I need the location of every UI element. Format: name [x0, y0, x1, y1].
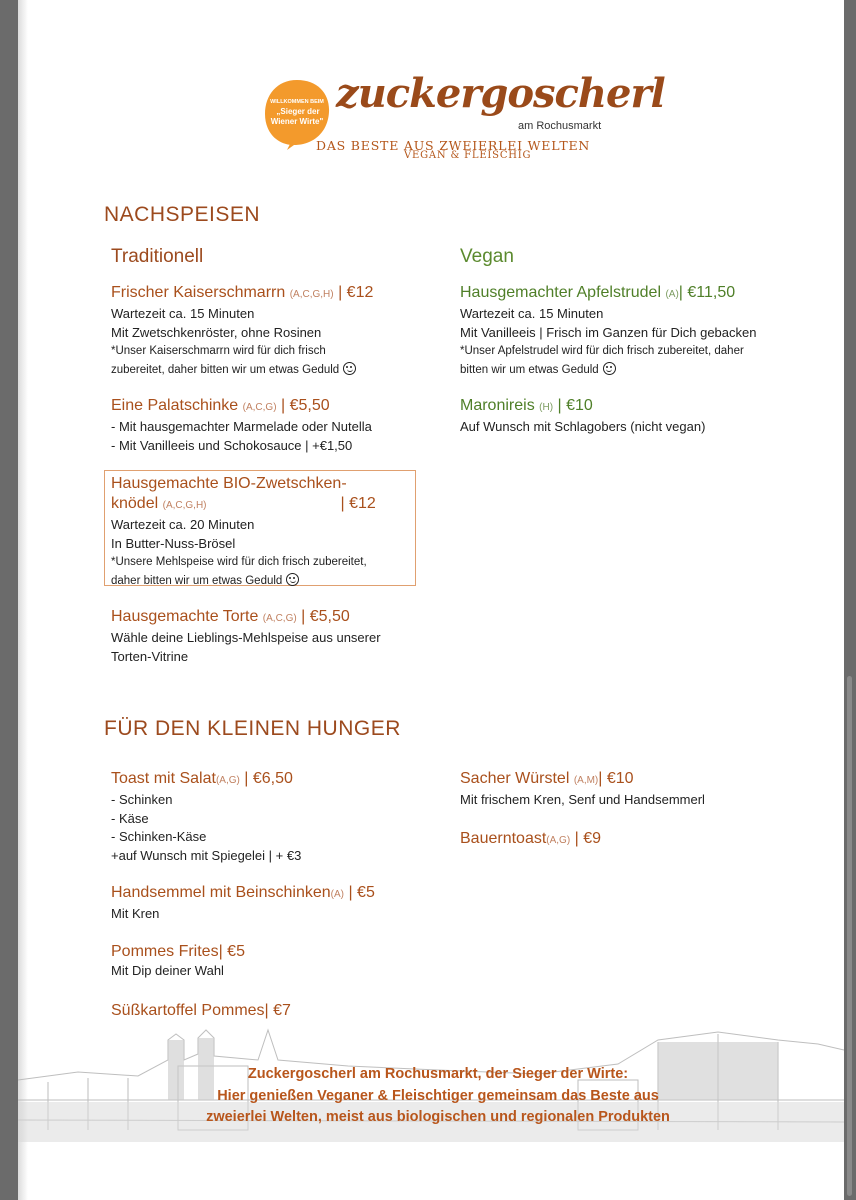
section-title-snacks: FÜR DEN KLEINEN HUNGER	[104, 717, 401, 740]
menu-item-detail: Wartezeit ca. 15 Minuten	[111, 306, 255, 321]
menu-item-note-row	[111, 572, 415, 591]
logo-wordmark: zuckergoscherl	[336, 70, 665, 117]
menu-item-detail: - Mit Vanilleeis und Schokosauce | +€1,50	[111, 437, 353, 453]
menu-item-note: *Unser Apfelstrudel wird für dich frisch zubereitet, daher	[460, 345, 744, 357]
menu-item-name-row	[111, 494, 415, 516]
menu-item-detail: - Käse	[111, 810, 149, 826]
allergen-codes: (A,M)	[573, 775, 599, 786]
menu-item-price: | €7	[264, 1002, 291, 1019]
badge-line-2: „Sieger der	[276, 107, 320, 116]
allergen-codes: (H)	[539, 402, 554, 413]
menu-item-sacher-wuerstel	[460, 769, 705, 810]
menu-item-detail: - Schinken	[111, 792, 173, 807]
menu-item-detail: Wartezeit ca. 20 Minuten	[111, 517, 255, 532]
menu-item-price: | €12	[338, 284, 374, 301]
menu-item-detail: Mit Zwetschkenröster, ohne Rosinen	[111, 324, 322, 340]
footer-line-1: Zuckergoscherl am Rochusmarkt, der Sieger der Wirte:	[247, 1066, 629, 1082]
menu-item-name-row	[111, 396, 372, 418]
menu-item-name-continued: knödel	[111, 495, 159, 512]
menu-item-name-row	[460, 396, 705, 418]
badge-line-3: Wiener Wirte"	[270, 117, 324, 126]
menu-item-name: Hausgemachte Torte	[111, 608, 259, 625]
allergen-codes: (A)	[665, 289, 679, 300]
menu-item-detail: Wähle deine Lieblings-Mehlspeise aus unserer	[111, 630, 381, 645]
menu-item-detail: Mit Dip deiner Wahl	[111, 963, 224, 978]
menu-item-detail: Mit frischem Kren, Senf und Handsemmerl	[460, 792, 705, 807]
menu-item-detail: In Butter-Nuss-Brösel	[111, 535, 236, 551]
menu-item-suesskartoffel-pommes	[111, 1001, 291, 1021]
menu-item-price: | €10	[557, 397, 593, 414]
allergen-codes: (A,C,G)	[242, 402, 277, 413]
menu-item-price: | €9	[574, 830, 602, 847]
menu-item-detail: Wartezeit ca. 15 Minuten	[460, 306, 604, 321]
allergen-codes: (A,G)	[215, 775, 240, 786]
section-title-desserts: NACHSPEISEN	[104, 203, 261, 226]
menu-item-name: Frischer Kaiserschmarrn	[111, 284, 286, 301]
footer-slogan	[148, 1064, 728, 1129]
footer-line-3: zweierlei Welten, meist aus biologischen und regionalen Produkten	[206, 1109, 670, 1125]
footer-line-2: Hier genießen Veganer & Fleischtiger gemeinsam das Beste aus	[217, 1087, 659, 1104]
logo-tagline: DAS BESTE AUS ZWEIERLEI WELTEN	[316, 138, 591, 153]
menu-item-name-row	[111, 883, 375, 905]
menu-item-name-row	[111, 1001, 291, 1021]
menu-item-name-row	[111, 769, 301, 791]
menu-item-name-row	[111, 607, 381, 629]
menu-item-name: Hausgemachte BIO-Zwetschken-	[111, 475, 347, 492]
menu-item-bauerntoast	[460, 829, 601, 851]
menu-item-name: Toast mit Salat	[111, 770, 216, 787]
menu-item-note: zubereitet, daher bitten wir um etwas Geduld	[111, 363, 340, 376]
menu-item-name: Bauerntoast	[460, 830, 547, 847]
menu-item-toast-mit-salat	[111, 769, 301, 865]
allergen-codes: (A,C,G,H)	[162, 500, 207, 511]
allergen-codes: (A,C,G)	[262, 613, 297, 624]
allergen-codes: (A)	[330, 889, 344, 900]
menu-item-detail: Auf Wunsch mit Schlagobers (nicht vegan)	[460, 419, 706, 434]
column-title-traditional: Traditionell	[111, 246, 204, 267]
menu-item-price: | €6,50	[244, 770, 293, 787]
menu-item-name-row	[460, 283, 756, 305]
menu-item-apfelstrudel	[460, 283, 756, 379]
menu-item-detail: Mit Vanilleeis | Frisch im Ganzen für Dich gebacken	[460, 324, 757, 340]
menu-item-name: Süßkartoffel Pommes	[111, 1002, 265, 1019]
menu-item-name-row	[111, 283, 373, 305]
menu-item-note: *Unsere Mehlspeise wird für dich frisch zubereitet,	[111, 556, 367, 568]
menu-item-detail: - Mit hausgemachter Marmelade oder Nutella	[111, 419, 372, 434]
menu-item-detail: +auf Wunsch mit Spiegelei | + €3	[111, 847, 302, 863]
menu-item-price: | €5,50	[301, 608, 350, 625]
smiley-icon	[343, 362, 356, 375]
menu-item-price: | €10	[598, 770, 634, 787]
smiley-icon	[286, 573, 299, 586]
menu-item-note: bitten wir um etwas Geduld	[460, 363, 599, 376]
menu-item-price: | €5	[218, 943, 245, 960]
menu-item-detail: Mit Kren	[111, 906, 160, 921]
menu-item-zwetschkenknoedel	[104, 470, 416, 586]
menu-item-note-row	[460, 361, 756, 380]
menu-item-handsemmel	[111, 883, 375, 924]
smiley-icon	[603, 362, 616, 375]
logo-subtitle: am Rochusmarkt	[518, 120, 602, 132]
menu-item-detail: Torten-Vitrine	[111, 648, 189, 664]
menu-item-name: Maronireis	[460, 397, 535, 414]
menu-item-name: Handsemmel mit Beinschinken	[111, 884, 331, 901]
menu-item-price: | €5	[348, 884, 375, 901]
menu-item-name-row	[111, 942, 245, 962]
menu-item-pommes-frites	[111, 942, 245, 981]
menu-item-price: | €5,50	[280, 397, 330, 414]
menu-item-name: Hausgemachter Apfelstrudel	[460, 284, 661, 301]
vertical-scrollbar[interactable]	[847, 676, 852, 1196]
menu-item-palatschinke	[111, 396, 372, 455]
menu-item-name: Eine Palatschinke	[111, 397, 239, 414]
menu-item-price: | €11,50	[678, 284, 736, 301]
menu-item-name-row	[460, 769, 705, 791]
menu-item-name: Pommes Frites	[111, 943, 219, 960]
allergen-codes: (A,G)	[546, 835, 571, 846]
menu-item-torte	[111, 607, 381, 666]
menu-item-note: daher bitten wir um etwas Geduld	[111, 574, 283, 587]
menu-item-note: *Unser Kaiserschmarrn wird für dich frisch	[111, 345, 326, 357]
menu-item-detail: - Schinken-Käse	[111, 829, 207, 844]
column-title-vegan: Vegan	[460, 246, 514, 267]
badge-line-1: WILLKOMMEN BEIM	[270, 99, 324, 105]
menu-item-price: | €12	[340, 495, 376, 512]
menu-item-kaiserschmarrn	[111, 283, 373, 379]
menu-item-note-row	[111, 361, 373, 380]
menu-page	[18, 0, 844, 1200]
logo-tagline-secondary: VEGAN & FLEISCHIG	[404, 150, 532, 161]
allergen-codes: (A,C,G,H)	[289, 289, 334, 300]
menu-item-name: Sacher Würstel	[460, 770, 570, 787]
menu-item-name-row	[460, 829, 601, 851]
menu-item-maronireis	[460, 396, 705, 437]
